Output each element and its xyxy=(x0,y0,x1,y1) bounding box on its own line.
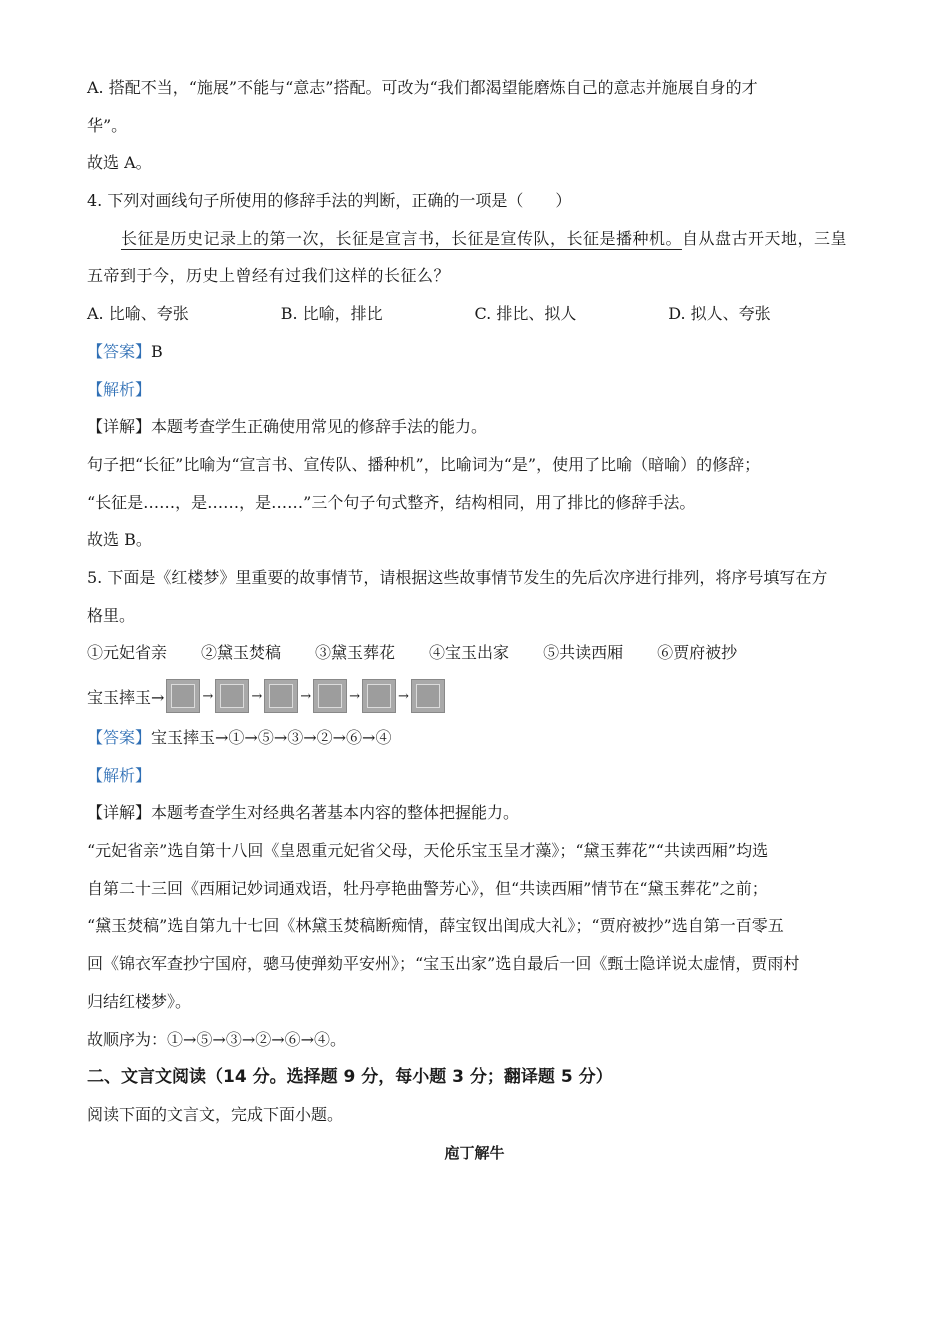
plot-item-1: ①元妃省亲 xyxy=(87,643,168,663)
question-4-explanation-line2: “长征是……，是……，是……”三个句子句式整齐，结构相同，用了排比的修辞手法。 xyxy=(87,492,696,512)
answer-box-5[interactable] xyxy=(362,679,396,713)
question-4-explanation-line1: 句子把“长征”比喻为“宣言书、宣传队、播种机”，比喻词为“是”，使用了比喻（暗喻）的修辞； xyxy=(87,454,761,474)
option-a-explanation-line1: A. 搭配不当，“施展”不能与“意志”搭配。可改为“我们都渴望能磨炼自己的意志并施展自身的才 xyxy=(87,78,758,97)
plot-item-5: ⑤共读西厢 xyxy=(543,643,624,663)
option-b: B. 比喻，排比 xyxy=(280,304,383,324)
question-5-explanation-line1: “元妃省亲”选自第十八回《皇恩重元妃省父母，天伦乐宝玉呈才藻》；“黛玉葬花”“共读西厢”均选 xyxy=(87,841,769,861)
section-2-title: 二、文言文阅读（14 分。选择题 9 分，每小题 3 分；翻译题 5 分） xyxy=(87,1067,613,1088)
arrow-icon: → xyxy=(300,688,312,704)
answer-box-2[interactable] xyxy=(215,679,249,713)
option-a: A. 比喻、夸张 xyxy=(87,304,189,324)
question-5-order: 故顺序为：①→⑤→③→②→⑥→④。 xyxy=(87,1029,347,1049)
answer-box-6[interactable] xyxy=(411,679,445,713)
answer-value: B xyxy=(151,341,163,361)
answer-box-4[interactable] xyxy=(313,679,347,713)
question-4-answer xyxy=(87,342,862,362)
answer-box-1[interactable] xyxy=(166,679,200,713)
arrow-icon: → xyxy=(398,688,409,704)
question-4-passage-line1 xyxy=(87,229,862,249)
answer-box-row xyxy=(87,677,862,715)
question-5-answer xyxy=(87,728,862,748)
plot-item-3: ③黛玉葬花 xyxy=(315,643,396,663)
option-a-explanation-line2: 华”。 xyxy=(87,115,128,135)
section-2-intro: 阅读下面的文言文，完成下面小题。 xyxy=(87,1104,344,1124)
question-4-detail: 【详解】本题考查学生正确使用常见的修辞手法的能力。 xyxy=(87,417,488,437)
sequence-start: 宝玉摔玉→ xyxy=(87,687,165,707)
question-5-detail: 【详解】本题考查学生对经典名著基本内容的整体把握能力。 xyxy=(87,803,520,823)
question-5-stem-line2: 格里。 xyxy=(87,605,136,625)
question-4-analysis-tag: 【解析】 xyxy=(87,379,152,399)
question-5-stem-line1: 5. 下面是《红楼梦》里重要的故事情节，请根据这些故事情节发生的先后次序进行排列，将序号填写在方 xyxy=(87,567,828,587)
option-d: D. 拟人、夸张 xyxy=(668,304,771,324)
passage-continuation: 自从盘古开天地，三皇 xyxy=(682,228,848,248)
plot-item-4: ④宝玉出家 xyxy=(429,643,510,663)
option-c: C. 排比、拟人 xyxy=(474,304,577,324)
arrow-icon: → xyxy=(202,688,214,704)
question-4-options xyxy=(87,304,862,324)
plot-item-2: ②黛玉焚稿 xyxy=(201,643,282,663)
answer-box-3[interactable] xyxy=(264,679,298,713)
question-5-explanation-line4: 回《锦衣军查抄宁国府，骢马使弹劾平安州》；“宝玉出家”选自最后一回《甄士隐详说太虚情，贾雨村 xyxy=(87,954,800,974)
question-5-analysis-tag: 【解析】 xyxy=(87,765,152,785)
conclusion-b: 故选 B。 xyxy=(87,530,152,550)
answer-value: 宝玉摔玉→①→⑤→③→②→⑥→④ xyxy=(151,728,392,747)
question-5-explanation-line2: 自第二十三回《西厢记妙词通戏语，牡丹亭艳曲警芳心》，但“共读西厢”情节在“黛玉葬花”之前； xyxy=(87,878,768,898)
question-4-stem: 4. 下列对画线句子所使用的修辞手法的判断，正确的一项是（ ） xyxy=(87,191,572,211)
document-page xyxy=(87,78,862,1180)
underlined-sentence: 长征是历史记录上的第一次，长征是宣言书，长征是宣传队，长征是播种机。 xyxy=(121,228,683,248)
conclusion-a: 故选 A。 xyxy=(87,153,152,173)
question-5-explanation-line5: 归结红楼梦》。 xyxy=(87,991,192,1011)
question-5-explanation-line3: “黛玉焚稿”选自第九十七回《林黛玉焚稿断痴情，薛宝钗出闺成大礼》；“贾府被抄”选自第一百零五 xyxy=(87,916,784,936)
answer-tag: 【答案】 xyxy=(87,341,152,361)
plot-item-6: ⑥贾府被抄 xyxy=(657,643,738,663)
question-4-passage-line2: 五帝到于今，历史上曾经有过我们这样的长征么？ xyxy=(87,266,451,286)
question-5-items xyxy=(87,643,862,663)
arrow-icon: → xyxy=(251,688,263,704)
answer-tag: 【答案】 xyxy=(87,728,152,747)
passage-title: 庖丁解牛 xyxy=(444,1143,505,1162)
arrow-icon: → xyxy=(349,688,361,704)
